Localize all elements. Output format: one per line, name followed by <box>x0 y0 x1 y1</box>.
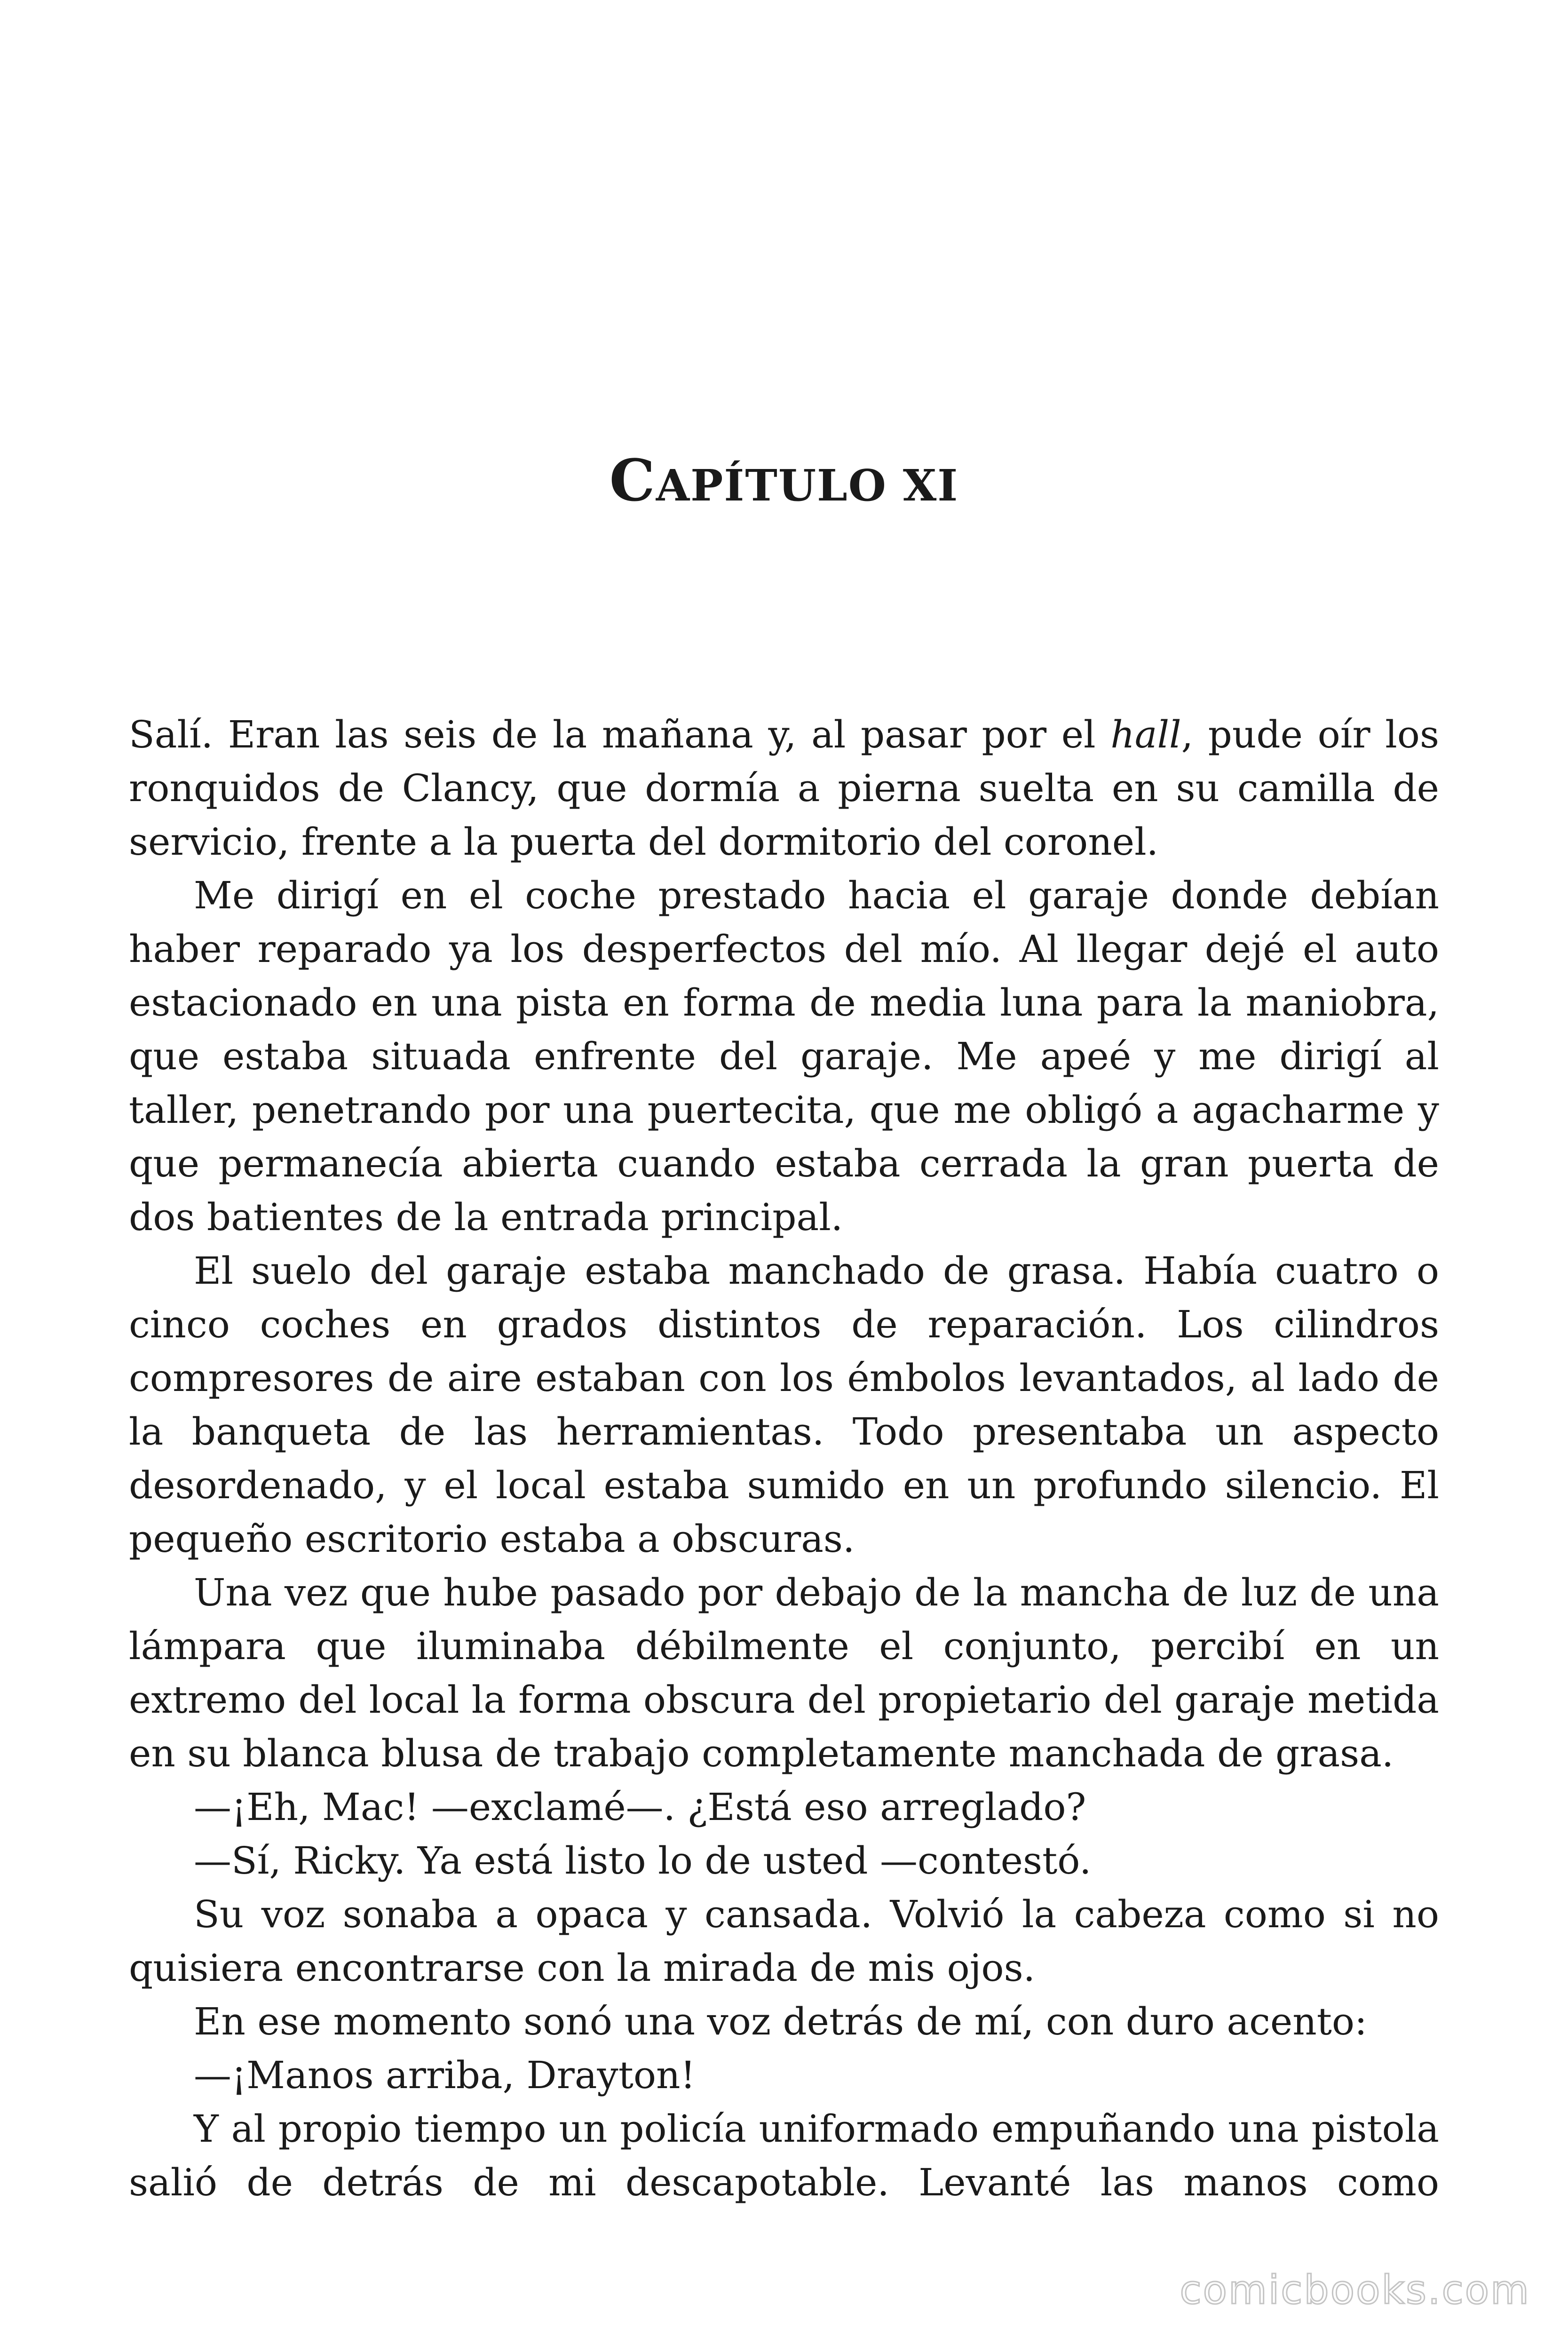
chapter-title-rest: APÍTULO XI <box>656 460 959 511</box>
paragraph-6: —Sí, Ricky. Ya está listo lo de usted —contestó. <box>194 1839 1092 1883</box>
paragraph-5: —¡Eh, Mac! —exclamé—. ¿Está eso arreglado? <box>194 1785 1086 1829</box>
paragraph-4: Una vez que hube pasado por debajo de la mancha de luz de una lámpara que iluminaba débilmente el conjunto, percibí en un extremo del local la forma obscura del propietario del garaje metida en su blanca blusa de trabajo completamente manchada de grasa. <box>129 1571 1439 1775</box>
chapter-title-initial: C <box>609 446 656 514</box>
paragraph-9: —¡Manos arriba, Drayton! <box>194 2053 696 2097</box>
watermark: comicbooks.com <box>1180 2267 1530 2313</box>
paragraph-10: Y al propio tiempo un policía uniformado empuñando una pistola salió de detrás de mi descapotable. Levanté las manos como <box>129 2107 1439 2204</box>
paragraph-1-italic: hall <box>1110 713 1181 756</box>
paragraph-1-text-a: Salí. Eran las seis de la mañana y, al pasar por el <box>129 713 1111 756</box>
chapter-body <box>129 708 1439 2209</box>
paragraph-1-text-b: , pude oír los ronquidos de Clancy, que dormía a pierna suelta en su camilla de servicio, frente a la puerta del dormitorio del coronel. <box>129 713 1439 864</box>
paragraph-1 <box>129 708 1439 869</box>
paragraph-3: El suelo del garaje estaba manchado de grasa. Había cuatro o cinco coches en grados distintos de reparación. Los cilindros compresores de aire estaban con los émbolos levantados, al lado de la banqueta de las herramientas. Todo presentaba un aspecto desordenado, y el local estaba sumido en un profundo silencio. El pequeño escritorio estaba a obscuras. <box>129 1249 1439 1561</box>
chapter-title <box>0 446 1568 514</box>
paragraph-7: Su voz sonaba a opaca y cansada. Volvió la cabeza como si no quisiera encontrarse con la mirada de mis ojos. <box>129 1892 1439 1990</box>
paragraph-8: En ese momento sonó una voz detrás de mí, con duro acento: <box>194 2000 1367 2043</box>
paragraph-2: Me dirigí en el coche prestado hacia el garaje donde debían haber reparado ya los desperfectos del mío. Al llegar dejé el auto estacionado en una pista en forma de media luna para la maniobra, que estaba situada enfrente del garaje. Me apeé y me dirigí al taller, penetrando por una puertecita, que me obligó a agacharme y que permanecía abierta cuando estaba cerrada la gran puerta de dos batientes de la entrada principal. <box>129 874 1439 1239</box>
